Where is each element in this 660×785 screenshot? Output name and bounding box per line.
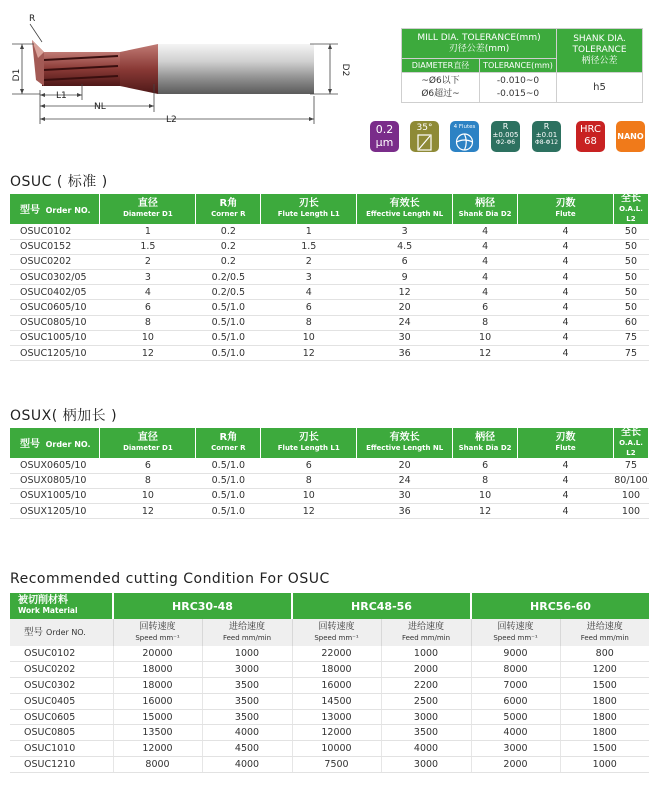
order-number-cell: OSUC0102 bbox=[10, 646, 113, 662]
table-cell: 10 bbox=[100, 330, 196, 345]
table-row bbox=[10, 678, 649, 694]
order-number-cell: OSUC0402/05 bbox=[10, 285, 100, 300]
order-number-cell: OSUC0405 bbox=[10, 693, 113, 709]
table-cell: 4 bbox=[518, 270, 614, 285]
column-header: 柄径 Shank Dia D2 bbox=[453, 194, 518, 224]
table-cell: 6 bbox=[261, 458, 357, 473]
table-cell: 1200 bbox=[560, 662, 649, 678]
table-cell: 0.5/1.0 bbox=[196, 300, 261, 315]
hrc-group-3: HRC56-60 bbox=[471, 593, 649, 619]
table-cell: 36 bbox=[357, 346, 453, 361]
table-row bbox=[10, 270, 649, 285]
table-cell: 1800 bbox=[560, 693, 649, 709]
table-cell: 4000 bbox=[202, 725, 292, 741]
column-header: 有效长 Effective Length NL bbox=[357, 194, 453, 224]
table-cell: 3 bbox=[100, 270, 196, 285]
table-cell: 1 bbox=[100, 224, 196, 239]
table-cell: 4000 bbox=[202, 757, 292, 773]
table-cell: 15000 bbox=[113, 709, 202, 725]
table-cell: 0.2 bbox=[196, 224, 261, 239]
table-cell: 12 bbox=[100, 504, 196, 519]
column-header: R角 Corner R bbox=[196, 428, 261, 458]
table-cell: 50 bbox=[613, 285, 648, 300]
shank bbox=[158, 44, 314, 94]
table-cell: 4 bbox=[518, 346, 614, 361]
order-number-cell: OSUC1010 bbox=[10, 741, 113, 757]
order-number-cell: OSUC0605/10 bbox=[10, 300, 100, 315]
order-number-cell: OSUC0202 bbox=[10, 662, 113, 678]
table-cell: 1800 bbox=[560, 725, 649, 741]
table-cell: 10 bbox=[453, 488, 518, 503]
osux-table-body bbox=[10, 458, 649, 519]
table-cell: 4 bbox=[518, 315, 614, 330]
table-cell: 1000 bbox=[381, 646, 471, 662]
speed-header: 回转速度 Speed mm⁻¹ bbox=[292, 619, 381, 646]
table-cell: 1800 bbox=[560, 709, 649, 725]
table-cell: 1000 bbox=[202, 646, 292, 662]
column-header: 全长 O.A.L. L2 bbox=[613, 428, 648, 458]
table-cell: 0.2 bbox=[196, 239, 261, 254]
table-cell: 6 bbox=[453, 458, 518, 473]
table-cell: 18000 bbox=[292, 662, 381, 678]
table-cell: 16000 bbox=[292, 678, 381, 694]
r-tolerance-small-badge: R ±0.005 Φ2-Φ6 bbox=[491, 121, 520, 152]
table-cell: 4 bbox=[518, 330, 614, 345]
table-cell: 6 bbox=[357, 254, 453, 269]
mill-tolerance-header: MILL DIA. TOLERANCE(mm) 刃径公差(mm) bbox=[402, 29, 557, 59]
table-cell: 4 bbox=[518, 224, 614, 239]
table-cell: 3000 bbox=[381, 757, 471, 773]
table-cell: 0.2/0.5 bbox=[196, 270, 261, 285]
table-cell: 4 bbox=[518, 239, 614, 254]
table-row bbox=[10, 224, 649, 239]
table-cell: 30 bbox=[357, 330, 453, 345]
cutting-section-title: Recommended cutting Condition For OSUC bbox=[10, 571, 330, 587]
table-cell: 1.5 bbox=[261, 239, 357, 254]
order-number-cell: OSUC0152 bbox=[10, 239, 100, 254]
table-cell: 4 bbox=[518, 458, 614, 473]
table-cell: 4 bbox=[453, 254, 518, 269]
table-row bbox=[10, 254, 649, 269]
table-cell: 3000 bbox=[381, 709, 471, 725]
table-row bbox=[10, 646, 649, 662]
tolerance-values: -0.010~0 -0.015~0 bbox=[480, 73, 557, 103]
table-cell: 7000 bbox=[471, 678, 560, 694]
column-header: R角 Corner R bbox=[196, 194, 261, 224]
table-cell: 24 bbox=[357, 315, 453, 330]
table-cell: 4000 bbox=[471, 725, 560, 741]
r-tolerance-large-badge: R ±0.01 Φ8-Φ12 bbox=[532, 121, 561, 152]
feed-header: 进给速度 Feed mm/min bbox=[560, 619, 649, 646]
order-number-cell: OSUC0605 bbox=[10, 709, 113, 725]
order-number-cell: OSUC0302 bbox=[10, 678, 113, 694]
diameter-header: DIAMETER直径 bbox=[402, 59, 480, 73]
table-cell: 12000 bbox=[292, 725, 381, 741]
table-cell: 10 bbox=[453, 330, 518, 345]
table-cell: 20 bbox=[357, 300, 453, 315]
order-number-cell: OSUC1005/10 bbox=[10, 330, 100, 345]
table-cell: 6 bbox=[453, 300, 518, 315]
table-row bbox=[10, 757, 649, 773]
column-header: 全长 O.A.L. L2 bbox=[613, 194, 648, 224]
table-row bbox=[10, 239, 649, 254]
table-row bbox=[10, 488, 649, 503]
table-cell: 75 bbox=[613, 346, 648, 361]
table-cell: 4 bbox=[261, 285, 357, 300]
table-cell: 0.5/1.0 bbox=[196, 473, 261, 488]
cutting-condition-table bbox=[10, 593, 649, 773]
table-cell: 4 bbox=[518, 504, 614, 519]
table-cell: 12 bbox=[453, 504, 518, 519]
column-header: 型号 Order NO. bbox=[10, 428, 100, 458]
flutes-badge: 4 Flutes bbox=[450, 121, 479, 152]
table-cell: 0.2/0.5 bbox=[196, 285, 261, 300]
table-cell: 4 bbox=[518, 488, 614, 503]
table-row bbox=[10, 693, 649, 709]
order-number-cell: OSUX1005/10 bbox=[10, 488, 100, 503]
helix-angle-badge: 35° bbox=[410, 121, 439, 152]
label-d2: D2 bbox=[340, 63, 350, 77]
precision-badge: 0.2 μm bbox=[370, 121, 399, 152]
order-number-cell: OSUC0805/10 bbox=[10, 315, 100, 330]
table-row bbox=[10, 458, 649, 473]
column-header: 刃数 Flute bbox=[518, 194, 614, 224]
table-row bbox=[10, 473, 649, 488]
order-number-cell: OSUX1205/10 bbox=[10, 504, 100, 519]
table-cell: 3500 bbox=[202, 693, 292, 709]
table-cell: 4500 bbox=[202, 741, 292, 757]
table-cell: 14500 bbox=[292, 693, 381, 709]
table-cell: 8 bbox=[261, 473, 357, 488]
speed-header: 回转速度 Speed mm⁻¹ bbox=[113, 619, 202, 646]
osuc-header-row bbox=[10, 194, 649, 224]
table-cell: 9000 bbox=[471, 646, 560, 662]
table-cell: 0.2 bbox=[196, 254, 261, 269]
table-cell: 4 bbox=[453, 285, 518, 300]
table-cell: 5000 bbox=[471, 709, 560, 725]
table-cell: 12 bbox=[261, 346, 357, 361]
table-cell: 1.5 bbox=[100, 239, 196, 254]
order-number-cell: OSUX0605/10 bbox=[10, 458, 100, 473]
speed-header: 回转速度 Speed mm⁻¹ bbox=[471, 619, 560, 646]
table-cell: 6000 bbox=[471, 693, 560, 709]
table-cell: 8 bbox=[261, 315, 357, 330]
nano-coating-badge: NANO bbox=[616, 121, 645, 152]
table-cell: 800 bbox=[560, 646, 649, 662]
table-cell: 3500 bbox=[381, 725, 471, 741]
order-number-cell: OSUC0202 bbox=[10, 254, 100, 269]
table-cell: 8000 bbox=[113, 757, 202, 773]
table-cell: 18000 bbox=[113, 662, 202, 678]
table-cell: 4 bbox=[453, 224, 518, 239]
table-cell: 10 bbox=[261, 488, 357, 503]
table-cell: 12 bbox=[100, 346, 196, 361]
table-cell: 6 bbox=[100, 458, 196, 473]
table-cell: 4 bbox=[453, 239, 518, 254]
order-number-cell: OSUC0102 bbox=[10, 224, 100, 239]
table-cell: 8 bbox=[100, 473, 196, 488]
table-cell: 9 bbox=[357, 270, 453, 285]
table-cell: 10 bbox=[100, 488, 196, 503]
order-number-cell: OSUX0805/10 bbox=[10, 473, 100, 488]
table-cell: 20 bbox=[357, 458, 453, 473]
table-cell: 4000 bbox=[381, 741, 471, 757]
table-cell: 75 bbox=[613, 330, 648, 345]
table-cell: 10 bbox=[261, 330, 357, 345]
table-cell: 2000 bbox=[381, 662, 471, 678]
label-nl: NL bbox=[94, 102, 106, 112]
hrc-group-1: HRC30-48 bbox=[113, 593, 292, 619]
table-cell: 4 bbox=[518, 285, 614, 300]
osux-section-title: OSUX( 柄加长 ) bbox=[10, 408, 118, 424]
table-row bbox=[10, 709, 649, 725]
neck bbox=[120, 44, 158, 94]
table-cell: 2 bbox=[100, 254, 196, 269]
table-cell: 4 bbox=[100, 285, 196, 300]
table-cell: 2500 bbox=[381, 693, 471, 709]
column-header: 直径 Diameter D1 bbox=[100, 428, 196, 458]
table-cell: 1 bbox=[261, 224, 357, 239]
table-cell: 50 bbox=[613, 224, 648, 239]
table-row bbox=[10, 346, 649, 361]
table-cell: 36 bbox=[357, 504, 453, 519]
label-r: R bbox=[29, 14, 36, 24]
table-cell: 6 bbox=[100, 300, 196, 315]
table-cell: 6 bbox=[261, 300, 357, 315]
table-cell: 4 bbox=[518, 300, 614, 315]
table-cell: 50 bbox=[613, 270, 648, 285]
table-cell: 3000 bbox=[471, 741, 560, 757]
table-cell: 0.5/1.0 bbox=[196, 346, 261, 361]
table-row bbox=[10, 285, 649, 300]
table-cell: 13500 bbox=[113, 725, 202, 741]
table-cell: 100 bbox=[613, 504, 648, 519]
table-cell: 7500 bbox=[292, 757, 381, 773]
label-l2: L2 bbox=[166, 115, 177, 125]
table-cell: 3500 bbox=[202, 709, 292, 725]
column-header: 有效长 Effective Length NL bbox=[357, 428, 453, 458]
column-header: 柄径 Shank Dia D2 bbox=[453, 428, 518, 458]
table-cell: 30 bbox=[357, 488, 453, 503]
table-cell: 0.5/1.0 bbox=[196, 330, 261, 345]
table-cell: 80/100 bbox=[613, 473, 648, 488]
table-cell: 3000 bbox=[202, 662, 292, 678]
table-cell: 0.5/1.0 bbox=[196, 504, 261, 519]
table-cell: 16000 bbox=[113, 693, 202, 709]
table-cell: 12 bbox=[357, 285, 453, 300]
table-row bbox=[10, 504, 649, 519]
order-number-cell: OSUC1205/10 bbox=[10, 346, 100, 361]
column-header: 型号 Order NO. bbox=[10, 194, 100, 224]
table-cell: 100 bbox=[613, 488, 648, 503]
table-cell: 50 bbox=[613, 300, 648, 315]
order-number-cell: OSUC1210 bbox=[10, 757, 113, 773]
table-cell: 50 bbox=[613, 254, 648, 269]
table-row bbox=[10, 662, 649, 678]
table-cell: 20000 bbox=[113, 646, 202, 662]
table-cell: 0.5/1.0 bbox=[196, 315, 261, 330]
table-cell: 4 bbox=[518, 473, 614, 488]
tolerance-table bbox=[401, 28, 643, 103]
feed-header: 进给速度 Feed mm/min bbox=[381, 619, 471, 646]
table-cell: 13000 bbox=[292, 709, 381, 725]
feed-header: 进给速度 Feed mm/min bbox=[202, 619, 292, 646]
table-cell: 4 bbox=[518, 254, 614, 269]
column-header: 直径 Diameter D1 bbox=[100, 194, 196, 224]
table-cell: 1000 bbox=[560, 757, 649, 773]
order-number-cell: OSUC0302/05 bbox=[10, 270, 100, 285]
table-cell: 75 bbox=[613, 458, 648, 473]
table-cell: 12 bbox=[453, 346, 518, 361]
table-cell: 50 bbox=[613, 239, 648, 254]
table-cell: 0.5/1.0 bbox=[196, 488, 261, 503]
cutting-subheader-row bbox=[10, 619, 649, 646]
table-cell: 2 bbox=[261, 254, 357, 269]
table-cell: 1500 bbox=[560, 678, 649, 694]
work-material-header: 被切削材料 Work Material bbox=[10, 593, 113, 619]
cutting-table-body bbox=[10, 646, 649, 772]
table-cell: 2000 bbox=[471, 757, 560, 773]
table-cell: 60 bbox=[613, 315, 648, 330]
table-cell: 3 bbox=[357, 224, 453, 239]
table-cell: 4.5 bbox=[357, 239, 453, 254]
osux-header-row bbox=[10, 428, 649, 458]
diameter-values: ~Ø6以下 Ø6超过~ bbox=[402, 73, 480, 103]
table-cell: 12000 bbox=[113, 741, 202, 757]
osuc-table-body bbox=[10, 224, 649, 361]
table-row bbox=[10, 725, 649, 741]
order-number-cell: OSUC0805 bbox=[10, 725, 113, 741]
table-cell: 18000 bbox=[113, 678, 202, 694]
osuc-section-title: OSUC ( 标准 ) bbox=[10, 174, 108, 190]
tolerance-header: TOLERANCE(mm) bbox=[480, 59, 557, 73]
table-cell: 3500 bbox=[202, 678, 292, 694]
table-cell: 0.5/1.0 bbox=[196, 458, 261, 473]
table-cell: 8 bbox=[100, 315, 196, 330]
table-cell: 10000 bbox=[292, 741, 381, 757]
helix-icon bbox=[410, 134, 439, 152]
shank-tolerance-value: h5 bbox=[557, 73, 643, 103]
table-cell: 8 bbox=[453, 473, 518, 488]
model-header: 型号 Order NO. bbox=[10, 619, 113, 646]
column-header: 刃数 Flute bbox=[518, 428, 614, 458]
table-cell: 22000 bbox=[292, 646, 381, 662]
table-cell: 3 bbox=[261, 270, 357, 285]
table-cell: 12 bbox=[261, 504, 357, 519]
table-row bbox=[10, 741, 649, 757]
table-row bbox=[10, 315, 649, 330]
hrc-badge: HRC 68 bbox=[576, 121, 605, 152]
table-row bbox=[10, 300, 649, 315]
label-d1: D1 bbox=[12, 68, 22, 82]
four-flutes-icon bbox=[450, 131, 479, 152]
osuc-spec-table bbox=[10, 194, 649, 361]
table-cell: 2200 bbox=[381, 678, 471, 694]
hrc-group-2: HRC48-56 bbox=[292, 593, 471, 619]
shank-tolerance-header: SHANK DIA. TOLERANCE 柄径公差 bbox=[557, 29, 643, 73]
table-cell: 8000 bbox=[471, 662, 560, 678]
table-row bbox=[10, 330, 649, 345]
table-cell: 24 bbox=[357, 473, 453, 488]
end-mill-drawing bbox=[0, 0, 360, 130]
table-cell: 4 bbox=[453, 270, 518, 285]
table-cell: 1500 bbox=[560, 741, 649, 757]
column-header: 刃长 Flute Length L1 bbox=[261, 194, 357, 224]
column-header: 刃长 Flute Length L1 bbox=[261, 428, 357, 458]
label-l1: L1 bbox=[56, 91, 67, 101]
osux-spec-table bbox=[10, 428, 649, 519]
table-cell: 8 bbox=[453, 315, 518, 330]
